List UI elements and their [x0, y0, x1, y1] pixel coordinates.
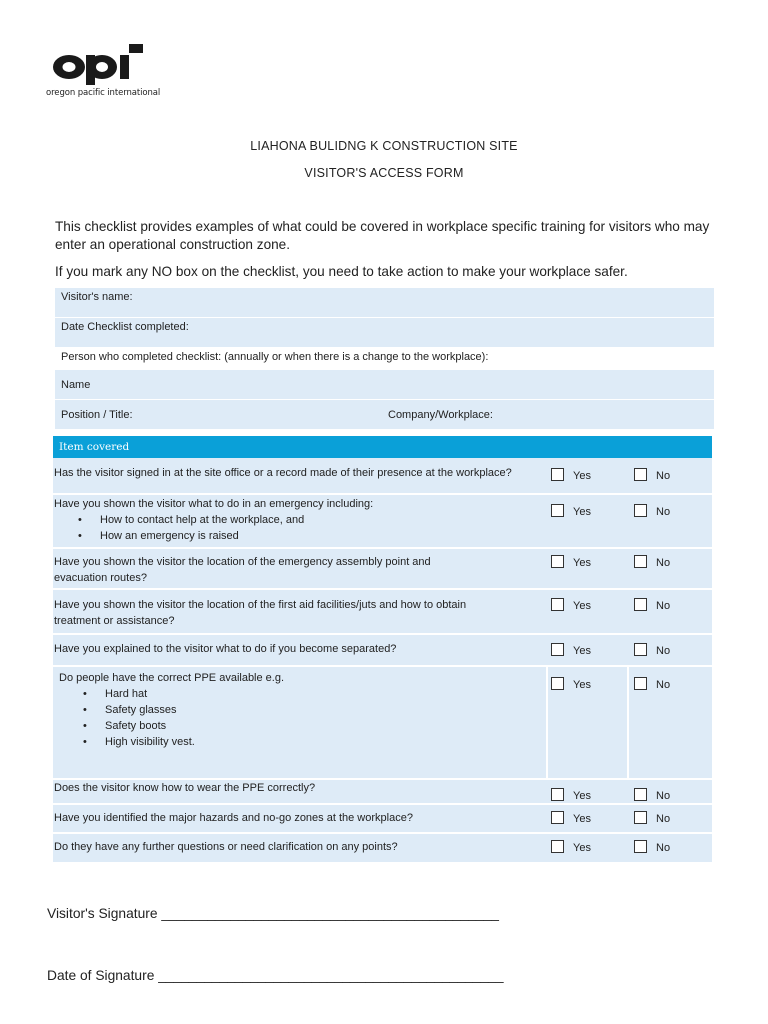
yes-label: Yes	[573, 645, 591, 657]
checkbox-icon	[634, 643, 647, 656]
table-row	[53, 805, 712, 834]
row-question: Have you explained to the visitor what to do if you become separated?	[54, 643, 397, 655]
yes-label: Yes	[573, 679, 591, 691]
checkbox-icon	[551, 598, 564, 611]
document-title: LIAHONA BULIDNG K CONSTRUCTION SITE	[250, 139, 518, 153]
position-company-field[interactable]	[55, 400, 714, 430]
table-row	[53, 834, 712, 862]
opi-logo	[46, 42, 172, 100]
no-label: No	[656, 813, 671, 825]
row-question: Have you shown the visitor the location of the emergency assembly point and evacuation routes?	[54, 556, 431, 584]
table-row	[53, 549, 712, 590]
row-question: Does the visitor know how to wear the PPE correctly?	[54, 782, 316, 794]
intro-paragraph-1: This checklist provides examples of what could be covered in workplace specific training for visitors who may enter an operational construction zone.	[55, 219, 710, 252]
yes-label: Yes	[573, 790, 591, 802]
person-completed-field[interactable]	[55, 348, 714, 370]
checkbox-icon	[634, 811, 647, 824]
name-label: Name	[61, 379, 91, 391]
yes-checkbox[interactable]	[551, 643, 591, 657]
no-label: No	[656, 557, 671, 569]
visitor-name-label: Visitor's name:	[61, 291, 133, 303]
row-question: Have you shown the visitor what to do in an emergency including:	[54, 498, 374, 510]
checkbox-icon	[634, 788, 647, 801]
row-question-block	[54, 496, 544, 544]
no-checkbox[interactable]	[634, 677, 670, 691]
table-row	[53, 667, 712, 780]
checkbox-icon	[551, 840, 564, 853]
date-completed-label: Date Checklist completed:	[61, 321, 189, 333]
no-checkbox[interactable]	[634, 504, 670, 518]
checkbox-icon	[551, 504, 564, 517]
no-checkbox[interactable]	[634, 643, 670, 657]
table-row	[53, 495, 712, 549]
checkbox-icon	[551, 468, 564, 481]
no-checkbox[interactable]	[634, 598, 670, 612]
no-checkbox[interactable]	[634, 468, 670, 482]
yes-label: Yes	[573, 557, 591, 569]
yes-checkbox[interactable]	[551, 468, 591, 482]
yes-label: Yes	[573, 813, 591, 825]
checkbox-icon	[634, 598, 647, 611]
logo-tagline: oregon pacific international	[46, 88, 161, 98]
row-question: Has the visitor signed in at the site office or a record made of their presence at the workplace?	[54, 467, 512, 479]
no-label: No	[656, 679, 671, 691]
date-completed-field[interactable]	[55, 318, 714, 348]
yes-label: Yes	[573, 842, 591, 854]
bullet-item: • Safety boots	[105, 718, 549, 734]
checkbox-icon	[551, 677, 564, 690]
visitor-signature-line[interactable]: Visitor's Signature ____________________________________________	[47, 906, 499, 921]
bullet-item: • How an emergency is raised	[100, 528, 544, 544]
checkbox-icon	[634, 468, 647, 481]
yes-checkbox[interactable]	[551, 677, 591, 691]
yes-label: Yes	[573, 470, 591, 482]
checkbox-icon	[551, 811, 564, 824]
checkbox-icon	[634, 840, 647, 853]
bullet-item: • How to contact help at the workplace, and	[100, 512, 544, 528]
row-question: Do people have the correct PPE available e.g.	[59, 672, 285, 684]
yes-checkbox[interactable]	[551, 788, 591, 802]
intro-paragraph-2: If you mark any NO box on the checklist, you need to take action to make your workplace safer.	[55, 264, 628, 279]
yes-checkbox[interactable]	[551, 598, 591, 612]
yes-checkbox[interactable]	[551, 555, 591, 569]
no-checkbox[interactable]	[634, 840, 670, 854]
bullet-item: • Safety glasses	[105, 702, 549, 718]
yes-checkbox[interactable]	[551, 840, 591, 854]
table-row	[53, 590, 712, 635]
checkbox-icon	[634, 677, 647, 690]
document-subtitle: VISITOR'S ACCESS FORM	[304, 166, 464, 180]
no-label: No	[656, 790, 671, 802]
yes-label: Yes	[573, 506, 591, 518]
yes-checkbox[interactable]	[551, 504, 591, 518]
table-row	[53, 635, 712, 667]
no-checkbox[interactable]	[634, 811, 670, 825]
no-label: No	[656, 842, 671, 854]
column-divider	[627, 667, 629, 778]
checkbox-icon	[551, 555, 564, 568]
checkbox-icon	[634, 504, 647, 517]
row-question: Have you identified the major hazards and no-go zones at the workplace?	[54, 812, 413, 824]
date-of-signature-line[interactable]: Date of Signature _____________________________________________	[47, 968, 504, 983]
visitor-name-field[interactable]	[55, 288, 714, 318]
row-question: Do they have any further questions or need clarification on any points?	[54, 841, 398, 853]
table-header: Item covered	[53, 436, 712, 458]
bullet-item: • High visibility vest.	[105, 734, 549, 750]
opi-logo-mark	[46, 42, 146, 86]
person-completed-label: Person who completed checklist: (annually or when there is a change to the workplace):	[61, 351, 489, 363]
column-divider	[546, 667, 548, 778]
no-label: No	[656, 506, 671, 518]
checkbox-icon	[634, 555, 647, 568]
checkbox-icon	[551, 643, 564, 656]
no-label: No	[656, 645, 671, 657]
table-row	[53, 780, 712, 805]
no-checkbox[interactable]	[634, 788, 670, 802]
checkbox-icon	[551, 788, 564, 801]
row-question: Have you shown the visitor the location of the first aid facilities/juts and how to obtain treatment or assistance?	[54, 599, 467, 627]
name-field[interactable]	[55, 370, 714, 400]
no-label: No	[656, 470, 671, 482]
no-label: No	[656, 600, 671, 612]
company-label: Company/Workplace:	[388, 409, 493, 421]
bullet-item: • Hard hat	[105, 686, 549, 702]
position-label: Position / Title:	[61, 409, 133, 421]
no-checkbox[interactable]	[634, 555, 670, 569]
table-row	[53, 458, 712, 495]
row-question-block	[59, 670, 549, 750]
yes-label: Yes	[573, 600, 591, 612]
yes-checkbox[interactable]	[551, 811, 591, 825]
